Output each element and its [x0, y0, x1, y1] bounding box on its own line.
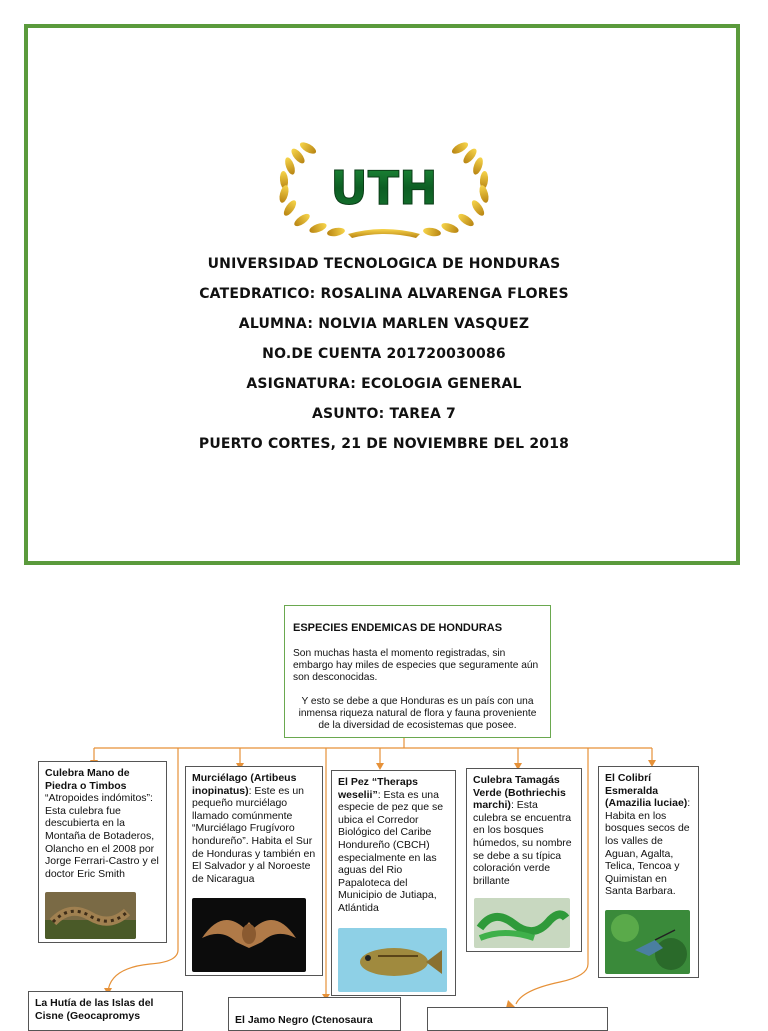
- species-box-empty: [427, 1007, 608, 1031]
- species-name: Murciélago (Artibeus inopinatus): [192, 772, 297, 797]
- species-desc: “Atropoides indómitos”: Esta culebra fue descubierta en la Montaña de Botaderos, Olancho en el 2008 por Jorge Ferrari-Castro y el doctor Eric Smith: [45, 792, 159, 880]
- account-number: NO.DE CUENTA 201720030086: [262, 346, 506, 362]
- species-name: La Hutía de las Islas del Cisne (Geocapromys: [35, 997, 154, 1022]
- species-desc: : Habita en los bosques secos de los valles de Aguan, Agalta, Telica, Tencoa y Quimistan en Santa Barbara.: [605, 797, 691, 898]
- species-box-hutia: [28, 991, 183, 1031]
- species-name: El Pez “Theraps weselii”: [338, 776, 418, 801]
- logo-text: UTH: [330, 161, 438, 215]
- species-desc: : Esta culebra se encuentra en los bosques húmedos, su nombre se debe a su típica coloración verde brillante: [473, 799, 572, 887]
- instructor: CATEDRATICO: ROSALINA ALVARENGA FLORES: [199, 286, 569, 302]
- concept-intro-1: Son muchas hasta el momento registradas, sin embargo hay miles de especies que seguramente aún son desconocidas.: [293, 647, 539, 683]
- place-date: PUERTO CORTES, 21 DE NOVIEMBRE DEL 2018: [198, 436, 570, 452]
- species-name: Culebra Mano de Piedra o Timbos: [45, 767, 130, 792]
- green-snake-photo: [474, 898, 570, 948]
- concept-title: ESPECIES ENDEMICAS DE HONDURAS: [293, 622, 503, 634]
- university-name: UNIVERSIDAD TECNOLOGICA DE HONDURAS: [207, 256, 561, 272]
- concept-intro-2: Y esto se debe a que Honduras es un país con una inmensa riqueza natural de flora y fauna proveniente de la diversidad de ecosistemas que posee.: [298, 695, 537, 731]
- bat-photo: [192, 898, 306, 972]
- fish-photo: [338, 928, 447, 992]
- species-name: El Jamo Negro (Ctenosaura: [235, 1014, 373, 1026]
- snake-photo: [45, 892, 136, 939]
- species-desc: : Esta es una especie de pez que se ubica el Corredor Biológico del Caribe Hondureño (CBCH) especialmente en las aguas del Rio Papaloteca del Municipio de Jutiapa, Atlántida: [338, 788, 444, 914]
- species-box-jamo-negro: [228, 997, 401, 1031]
- subject: ASIGNATURA: ECOLOGIA GENERAL: [246, 376, 522, 392]
- student: ALUMNA: NOLVIA MARLEN VASQUEZ: [238, 316, 530, 332]
- species-name: El Colibrí Esmeralda (Amazilia luciae): [605, 772, 688, 810]
- assignment: ASUNTO: TAREA 7: [311, 406, 457, 422]
- species-desc: : Este es un pequeño murciélago llamado comúnmente “Murciélago Frugívoro hondureño”. Habita el Sur de Honduras y también en El Salvador y al Noroeste de Nicaragua: [192, 784, 316, 885]
- species-name: Culebra Tamagás Verde (Bothriechis marchi): [473, 774, 566, 812]
- hummingbird-photo: [605, 910, 690, 974]
- concept-main-box: [284, 605, 551, 738]
